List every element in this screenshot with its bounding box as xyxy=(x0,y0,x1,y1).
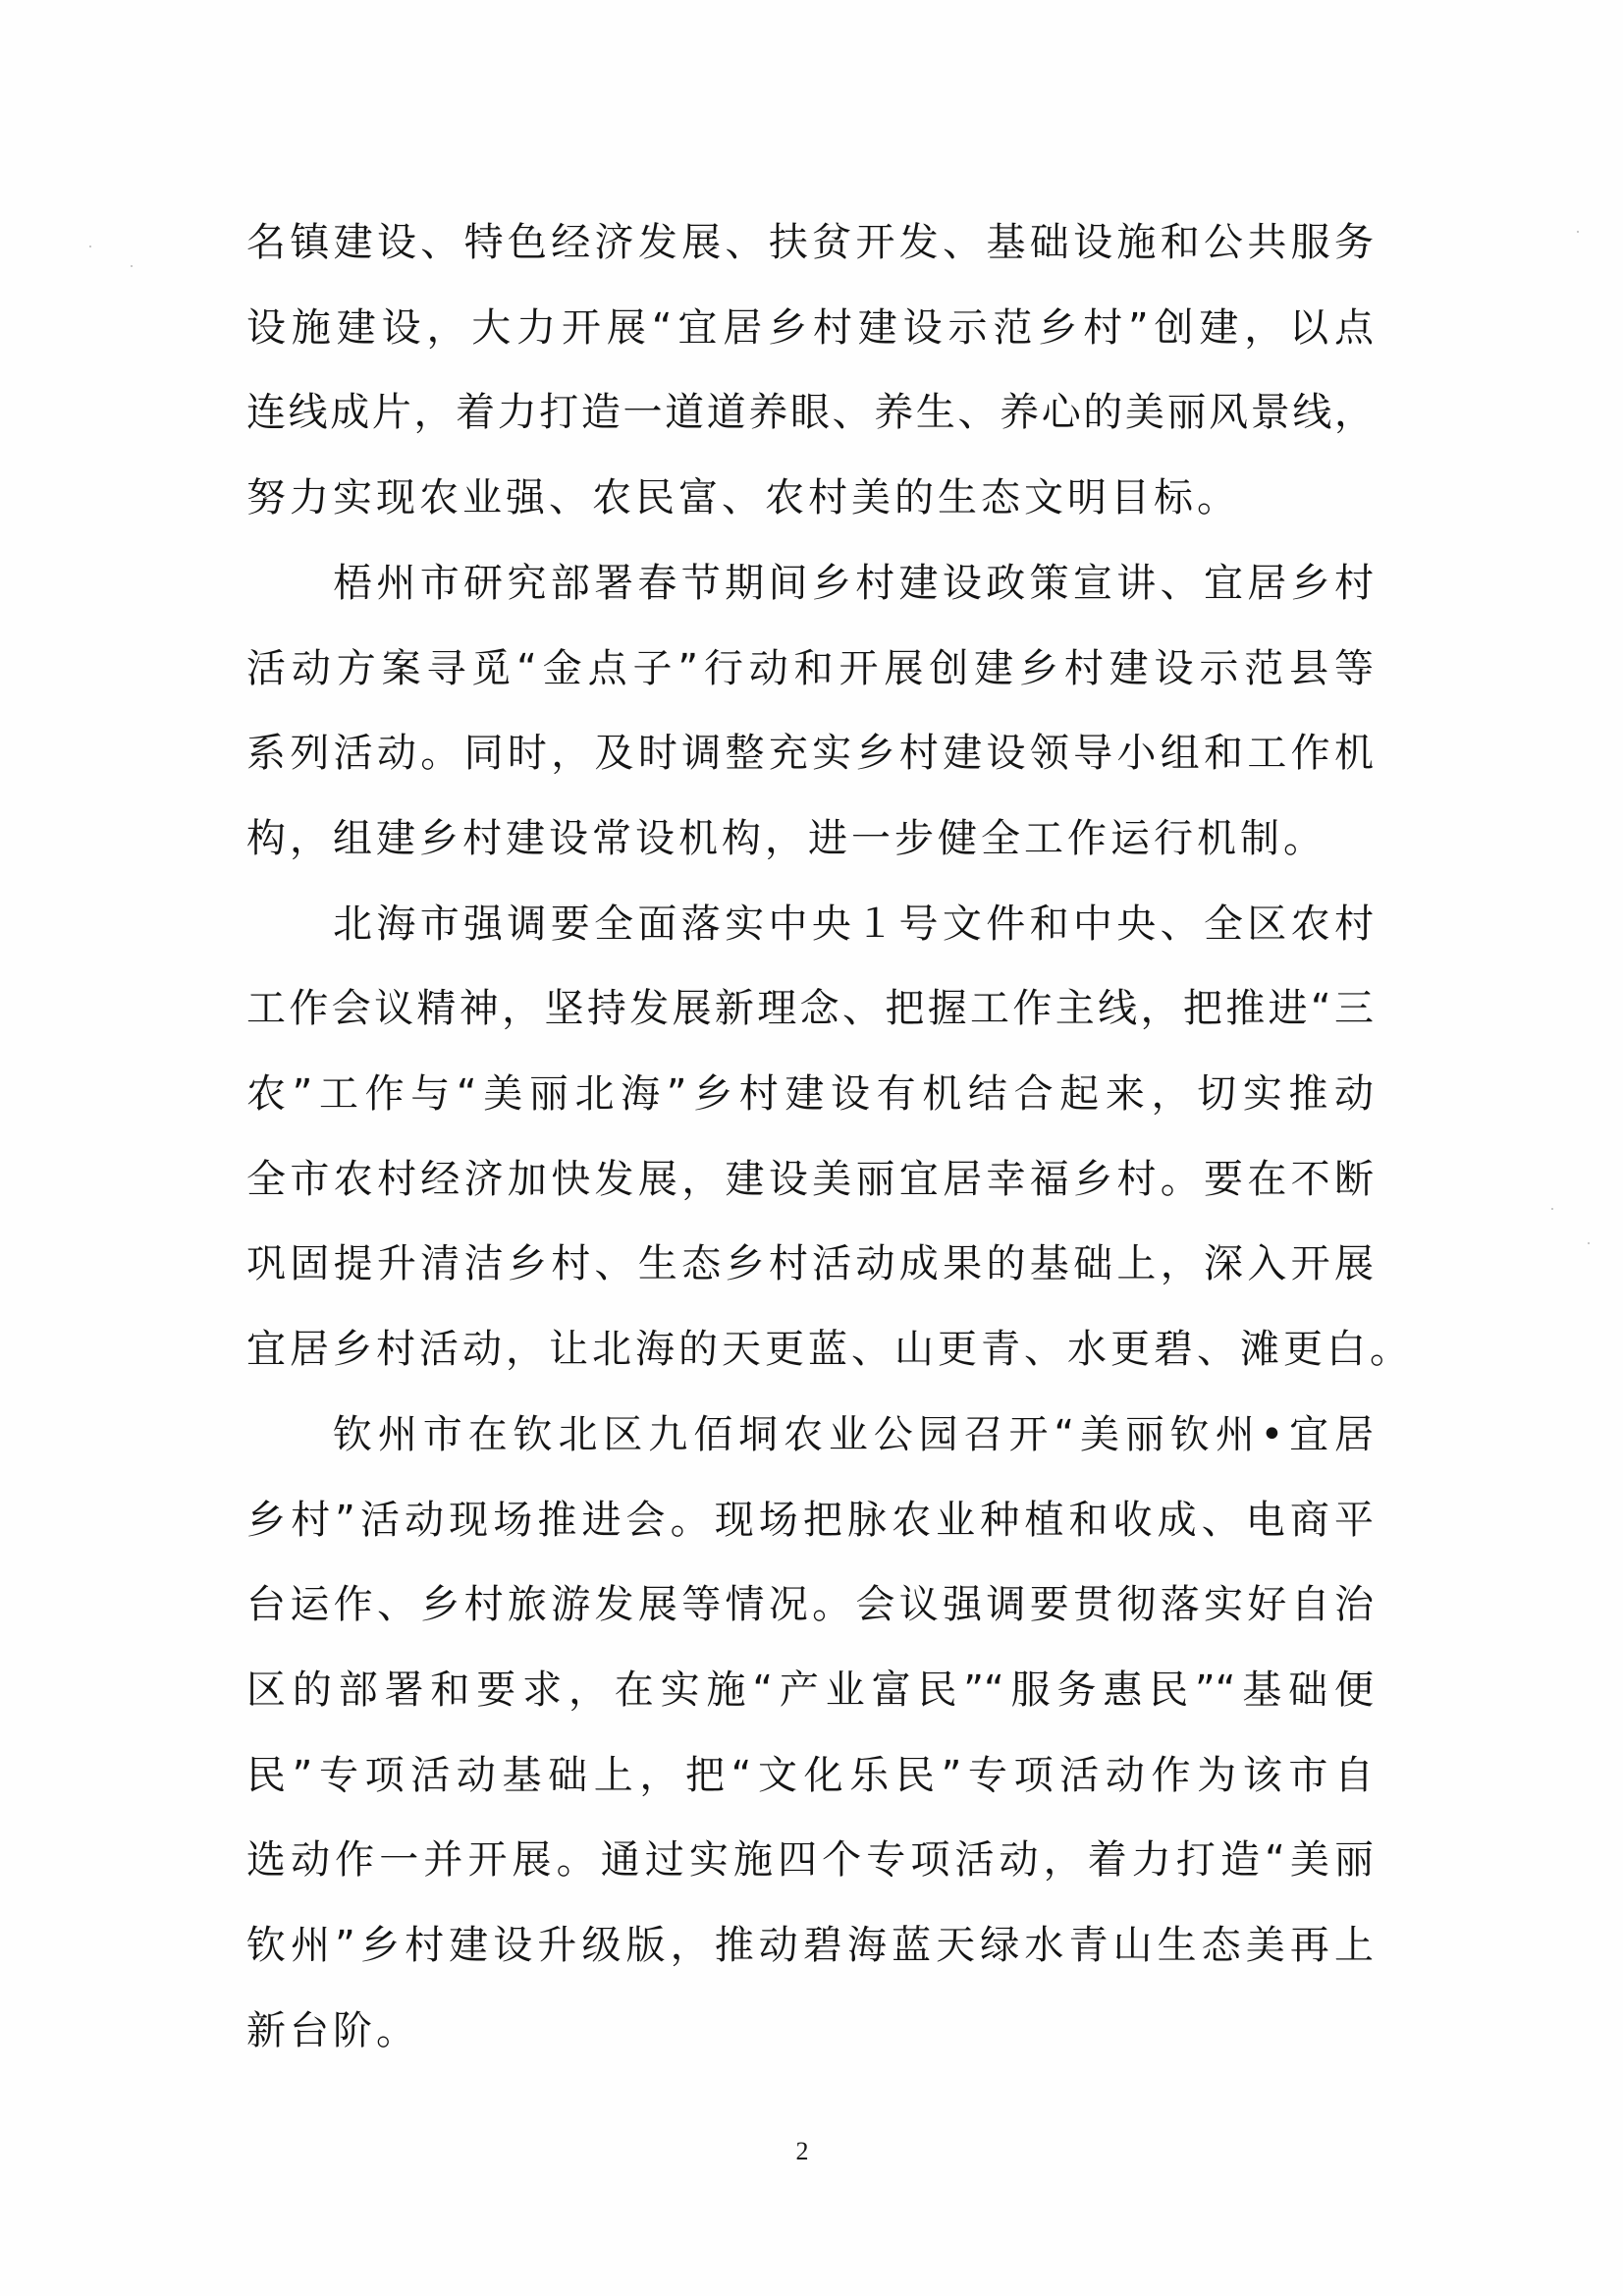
page-number: 2 xyxy=(795,2137,809,2165)
scan-speck xyxy=(131,265,133,267)
text-line: 区的部署和要求，在实施“产业富民”“服务惠民”“基础便 xyxy=(246,1667,1374,1713)
scan-speck xyxy=(89,246,91,247)
scan-speck xyxy=(1551,1208,1553,1210)
text-line: 构，组建乡村建设常设机构，进一步健全工作运行机制。 xyxy=(246,815,1326,861)
text-line: 连线成片，着力打造一道道养眼、养生、养心的美丽风景线， xyxy=(246,390,1374,436)
text-line: 全市农村经济加快发展，建设美丽宜居幸福乡村。要在不断 xyxy=(246,1156,1374,1202)
text-line: 钦州市在钦北区九佰垌农业公园召开“美丽钦州•宜居 xyxy=(333,1411,1374,1457)
text-line: 努力实现农业强、农民富、农村美的生态文明目标。 xyxy=(246,475,1240,521)
text-line: 北海市强调要全面落实中央１号文件和中央、全区农村 xyxy=(333,901,1374,947)
text-line: 工作会议精神，坚持发展新理念、把握工作主线，把推进“三 xyxy=(246,986,1374,1032)
text-line: 名镇建设、特色经济发展、扶贫开发、基础设施和公共服务 xyxy=(246,220,1374,265)
text-line: 系列活动。同时，及时调整充实乡村建设领导小组和工作机 xyxy=(246,731,1374,777)
text-line: 梧州市研究部署春节期间乡村建设政策宣讲、宜居乡村 xyxy=(333,560,1374,606)
text-line: 宜居乡村活动，让北海的天更蓝、山更青、水更碧、滩更白。 xyxy=(246,1327,1413,1373)
scan-speck xyxy=(1588,1242,1590,1244)
text-line: 活动方案寻觅“金点子”行动和开展创建乡村建设示范县等 xyxy=(246,645,1374,691)
text-line: 巩固提升清洁乡村、生态乡村活动成果的基础上，深入开展 xyxy=(246,1241,1374,1287)
text-line: 设施建设，大力开展“宜居乡村建设示范乡村”创建，以点 xyxy=(246,304,1374,351)
text-line: 钦州”乡村建设升级版，推动碧海蓝天绿水青山生态美再上 xyxy=(246,1923,1374,1968)
scan-speck xyxy=(1577,231,1579,233)
text-line: 选动作一并开展。通过实施四个专项活动，着力打造“美丽 xyxy=(246,1837,1374,1884)
text-line: 乡村”活动现场推进会。现场把脉农业种植和收成、电商平 xyxy=(246,1497,1374,1543)
text-line: 台运作、乡村旅游发展等情况。会议强调要贯彻落实好自治 xyxy=(246,1582,1374,1628)
text-line: 新台阶。 xyxy=(246,2007,419,2053)
text-line: 农”工作与“美丽北海”乡村建设有机结合起来，切实推动 xyxy=(246,1071,1374,1117)
text-line: 民”专项活动基础上，把“文化乐民”专项活动作为该市自 xyxy=(246,1752,1374,1798)
